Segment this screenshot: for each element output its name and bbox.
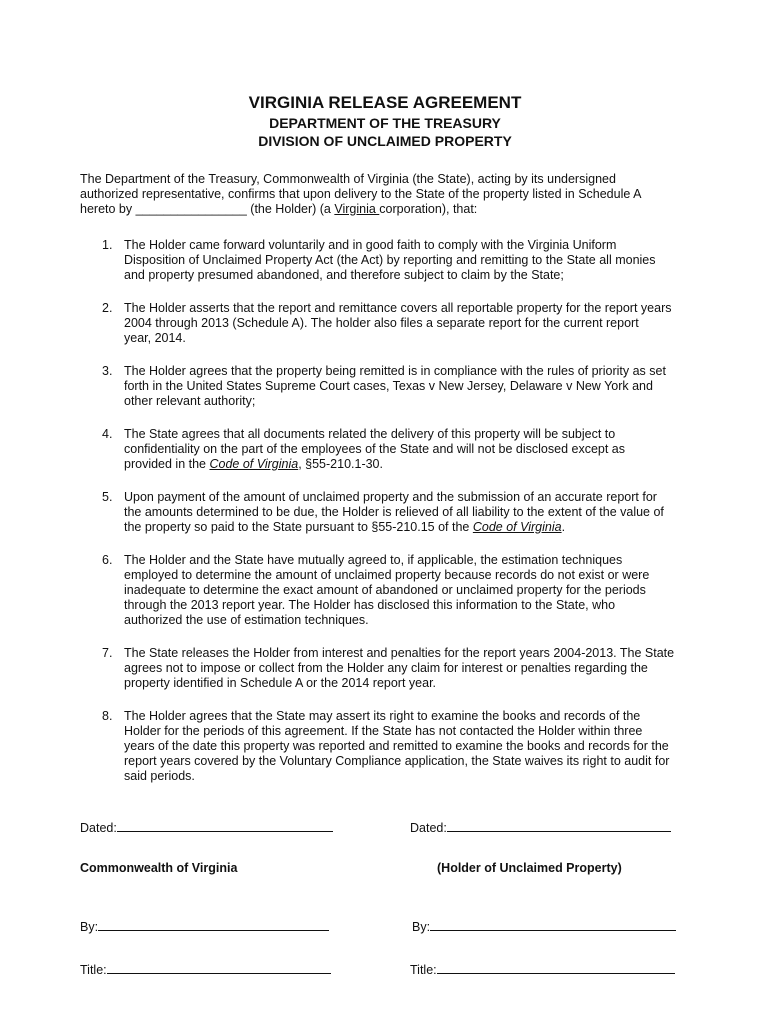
intro-state-name: Virginia	[334, 202, 380, 216]
by-label: By:	[80, 920, 99, 934]
term-number: 3.	[102, 364, 113, 378]
term-line-text: , §55-210.1-30.	[298, 457, 383, 471]
term-line-text: the property so paid to the State pursuant to §55-210.15 of the	[124, 520, 473, 534]
title-label: Title:	[80, 963, 107, 977]
agreement-term	[80, 709, 700, 784]
agreement-terms-list	[80, 238, 700, 802]
term-line: said periods.	[124, 769, 195, 783]
term-line: forth in the United States Supreme Court cases, Texas v New Jersey, Delaware v New York and	[124, 379, 653, 393]
division-heading: DIVISION OF UNCLAIMED PROPERTY	[258, 133, 512, 149]
term-number: 5.	[102, 490, 113, 504]
right-title-line	[410, 962, 675, 977]
intro-paragraph	[80, 172, 700, 217]
agreement-term	[80, 427, 700, 472]
term-line: Upon payment of the amount of unclaimed property and the submission of an accurate report for	[124, 490, 657, 504]
term-line: through the 2013 report year. The Holder has disclosed this information to the State, who	[124, 598, 616, 612]
right-dated-line	[410, 820, 671, 835]
intro-line-text: corporation), that:	[379, 202, 478, 216]
right-title-field[interactable]	[437, 962, 675, 974]
agreement-term	[80, 301, 700, 346]
term-number: 8.	[102, 709, 113, 723]
term-line: Disposition of Unclaimed Property Act (the Act) by reporting and remitting to the State all monies	[124, 253, 656, 267]
term-text	[124, 301, 700, 346]
agreement-term	[80, 238, 700, 283]
term-number: 6.	[102, 553, 113, 567]
term-line	[124, 457, 700, 472]
term-number: 2.	[102, 301, 113, 315]
term-line: report years covered by the Voluntary Compliance application, the State waives its right to audit for	[124, 754, 670, 768]
code-citation: Code of Virginia	[472, 520, 562, 534]
term-text	[124, 709, 700, 784]
term-line: authorized the use of estimation techniques.	[124, 613, 369, 627]
dated-label: Dated:	[80, 821, 117, 835]
term-line: The Holder asserts that the report and remittance covers all reportable property for the report years	[124, 301, 672, 315]
document-title: VIRGINIA RELEASE AGREEMENT	[248, 93, 522, 112]
term-text	[124, 238, 700, 283]
term-line: The Holder and the State have mutually agreed to, if applicable, the estimation techniques	[124, 553, 623, 567]
agreement-term	[80, 646, 700, 691]
right-by-line	[412, 919, 676, 934]
right-dated-field[interactable]	[447, 820, 671, 832]
intro-line	[80, 202, 700, 217]
term-line: years of the date this property was reported and remitted to examine the books and records for the	[124, 739, 669, 753]
term-line: employed to determine the amount of unclaimed property because records do not exist or were	[124, 568, 650, 582]
term-text	[124, 646, 700, 691]
left-dated-field[interactable]	[117, 820, 333, 832]
left-party-label: Commonwealth of Virginia	[80, 861, 238, 875]
department-heading: DEPARTMENT OF THE TREASURY	[269, 115, 501, 131]
term-line: year, 2014.	[124, 331, 186, 345]
left-by-line	[80, 919, 329, 934]
term-line: the amounts determined to be due, the Holder is relieved of all liability to the extent of the value of	[124, 505, 664, 519]
term-line: Holder for the periods of this agreement. If the State has not contacted the Holder within three	[124, 724, 643, 738]
term-line	[124, 520, 700, 535]
term-line: inadequate to determine the exact amount of abandoned or unclaimed property for the periods	[124, 583, 646, 597]
term-line-text: provided in the	[124, 457, 210, 471]
by-label: By:	[412, 920, 431, 934]
left-signature-field[interactable]	[98, 919, 329, 931]
term-line: The Holder came forward voluntarily and in good faith to comply with the Virginia Uniform	[124, 238, 617, 252]
term-number: 1.	[102, 238, 113, 252]
term-text	[124, 364, 700, 409]
left-title-field[interactable]	[107, 962, 331, 974]
left-dated-line	[80, 820, 333, 835]
left-title-line	[80, 962, 331, 977]
dated-label: Dated:	[410, 821, 447, 835]
code-citation: Code of Virginia	[209, 457, 299, 471]
intro-line: authorized representative, confirms that upon delivery to the State of the property listed in Schedule A	[80, 187, 642, 201]
term-number: 4.	[102, 427, 113, 441]
term-line-text: .	[561, 520, 566, 534]
agreement-term	[80, 490, 700, 535]
term-line: The State releases the Holder from interest and penalties for the report years 2004-2013. The State	[124, 646, 675, 660]
term-line: other relevant authority;	[124, 394, 256, 408]
term-line: The State agrees that all documents related the delivery of this property will be subject to	[124, 427, 616, 441]
term-line: and property presumed abandoned, and therefore subject to claim by the State;	[124, 268, 564, 282]
term-line: property identified in Schedule A or the 2014 report year.	[124, 676, 437, 690]
right-party-label: (Holder of Unclaimed Property)	[437, 861, 622, 875]
agreement-term	[80, 364, 700, 409]
term-text	[124, 427, 700, 472]
term-text	[124, 490, 700, 535]
term-text	[124, 553, 700, 628]
right-signature-field[interactable]	[430, 919, 676, 931]
term-line: confidentiality on the part of the employees of the State and will not be disclosed except as	[124, 442, 626, 456]
term-line: The Holder agrees that the property being remitted is in compliance with the rules of priority as set	[124, 364, 666, 378]
agreement-term	[80, 553, 700, 628]
term-line: The Holder agrees that the State may assert its right to examine the books and records of the	[124, 709, 641, 723]
term-line: agrees not to impose or collect from the Holder any claim for interest or penalties regarding the	[124, 661, 648, 675]
term-number: 7.	[102, 646, 113, 660]
title-label: Title:	[410, 963, 437, 977]
intro-line: The Department of the Treasury, Commonwealth of Virginia (the State), acting by its undersigned	[80, 172, 616, 186]
intro-line-text: hereto by ________________ (the Holder) (a	[80, 202, 335, 216]
term-line: 2004 through 2013 (Schedule A). The holder also files a separate report for the current report	[124, 316, 639, 330]
